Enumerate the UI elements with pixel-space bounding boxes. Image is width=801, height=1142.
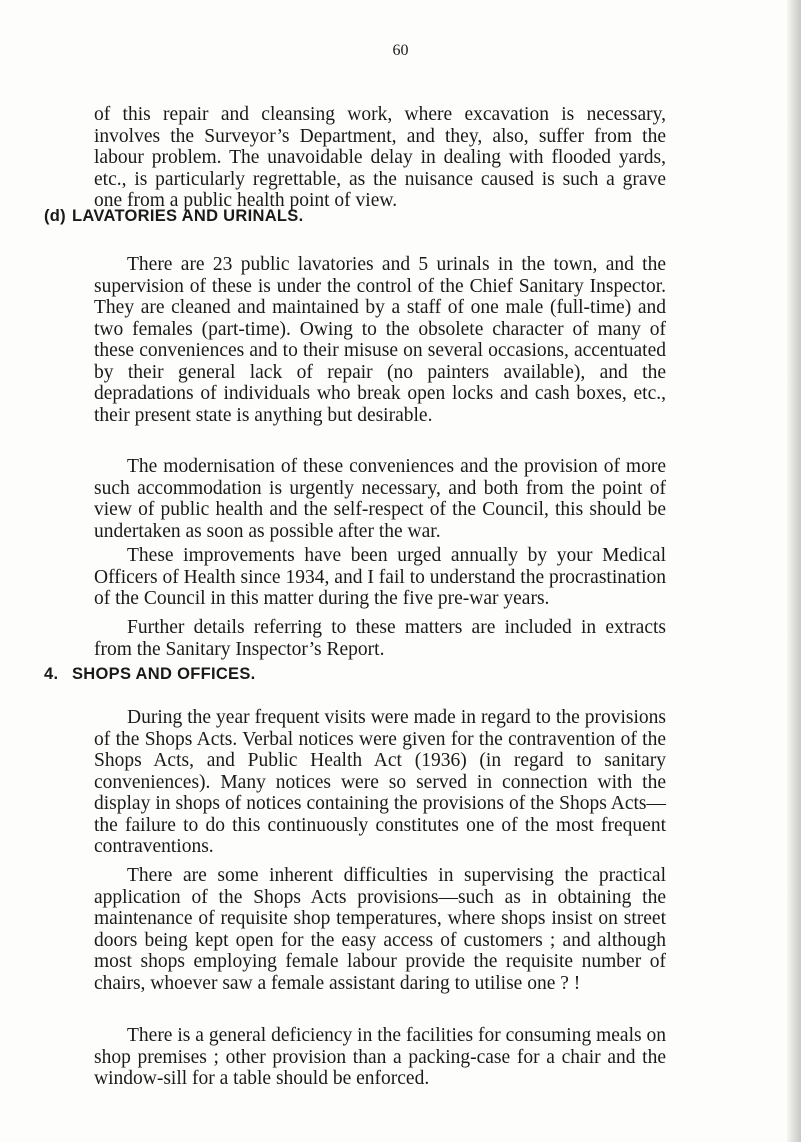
- section-d-paragraph-1: There are 23 public lavatories and 5 urinals in the town, and the supervision of these is under the control of the Chief Sanitary Inspector. They are cleaned and maintained by a staff of one male (full-time) and two females (part-time). Owing to the obsolete character of many of these conveniences and to their misuse on several occasions, accentuated by their general lack of repair (no painters available), and the depradations of individuals who break open locks and cash boxes, etc., their present state is anything but desirable.: [94, 254, 666, 426]
- page-number: 60: [392, 42, 409, 59]
- section-4-paragraph-1: During the year frequent visits were made in regard to the provisions of the Shops Acts. Verbal notices were given for the contravention of the Shops Acts, and Public Health Act (1936) (in regard to sanitary conveniences). Many notices were so served in connection with the display in shops of notices containing the provisions of the Shops Acts—the failure to do this continuously constitutes one of the most frequent contraventions.: [94, 707, 666, 857]
- section-4-number: 4.: [44, 665, 59, 683]
- section-d-paragraph-2: The modernisation of these conveniences and the provision of more such accommodation is urgently necessary, and both from the point of view of public health and the self-respect of the Council, this should be undertaken as soon as possible after the war.: [94, 456, 666, 542]
- section-4-paragraph-2: There are some inherent difficulties in supervising the practical application of the Shops Acts provisions—such as in obtaining the maintenance of requisite shop temperatures, where shops insist on street doors being kept open for the easy access of customers ; and although most shops employing female labour provide the requisite number of chairs, whoever saw a female assistant daring to utilise one ? !: [94, 865, 666, 994]
- section-d-number: (d): [44, 207, 66, 225]
- section-d-paragraph-4: Further details referring to these matters are included in extracts from the Sanitary Inspector’s Report.: [94, 617, 666, 660]
- page-edge-shadow: [787, 0, 801, 1142]
- section-d-title: LAVATORIES AND URINALS.: [72, 207, 304, 225]
- section-4-title: SHOPS AND OFFICES.: [72, 665, 256, 683]
- section-d-heading: [44, 207, 304, 226]
- section-4-paragraph-3: There is a general deficiency in the facilities for consuming meals on shop premises ; other provision than a packing-case for a chair and the window-sill for a table should be enforced.: [94, 1025, 666, 1089]
- section-d-paragraph-3: These improvements have been urged annually by your Medical Officers of Health since 1934, and I fail to understand the procrastination of the Council in this matter during the five pre-war years.: [94, 545, 666, 609]
- section-4-heading: [44, 665, 256, 684]
- intro-paragraph: of this repair and cleansing work, where excavation is necessary, involves the Surveyor’s Department, and they, also, suffer from the labour problem. The unavoidable delay in dealing with flooded yards, etc., is particularly regrettable, as the nuisance caused is such a grave one from a public health point of view.: [94, 104, 666, 211]
